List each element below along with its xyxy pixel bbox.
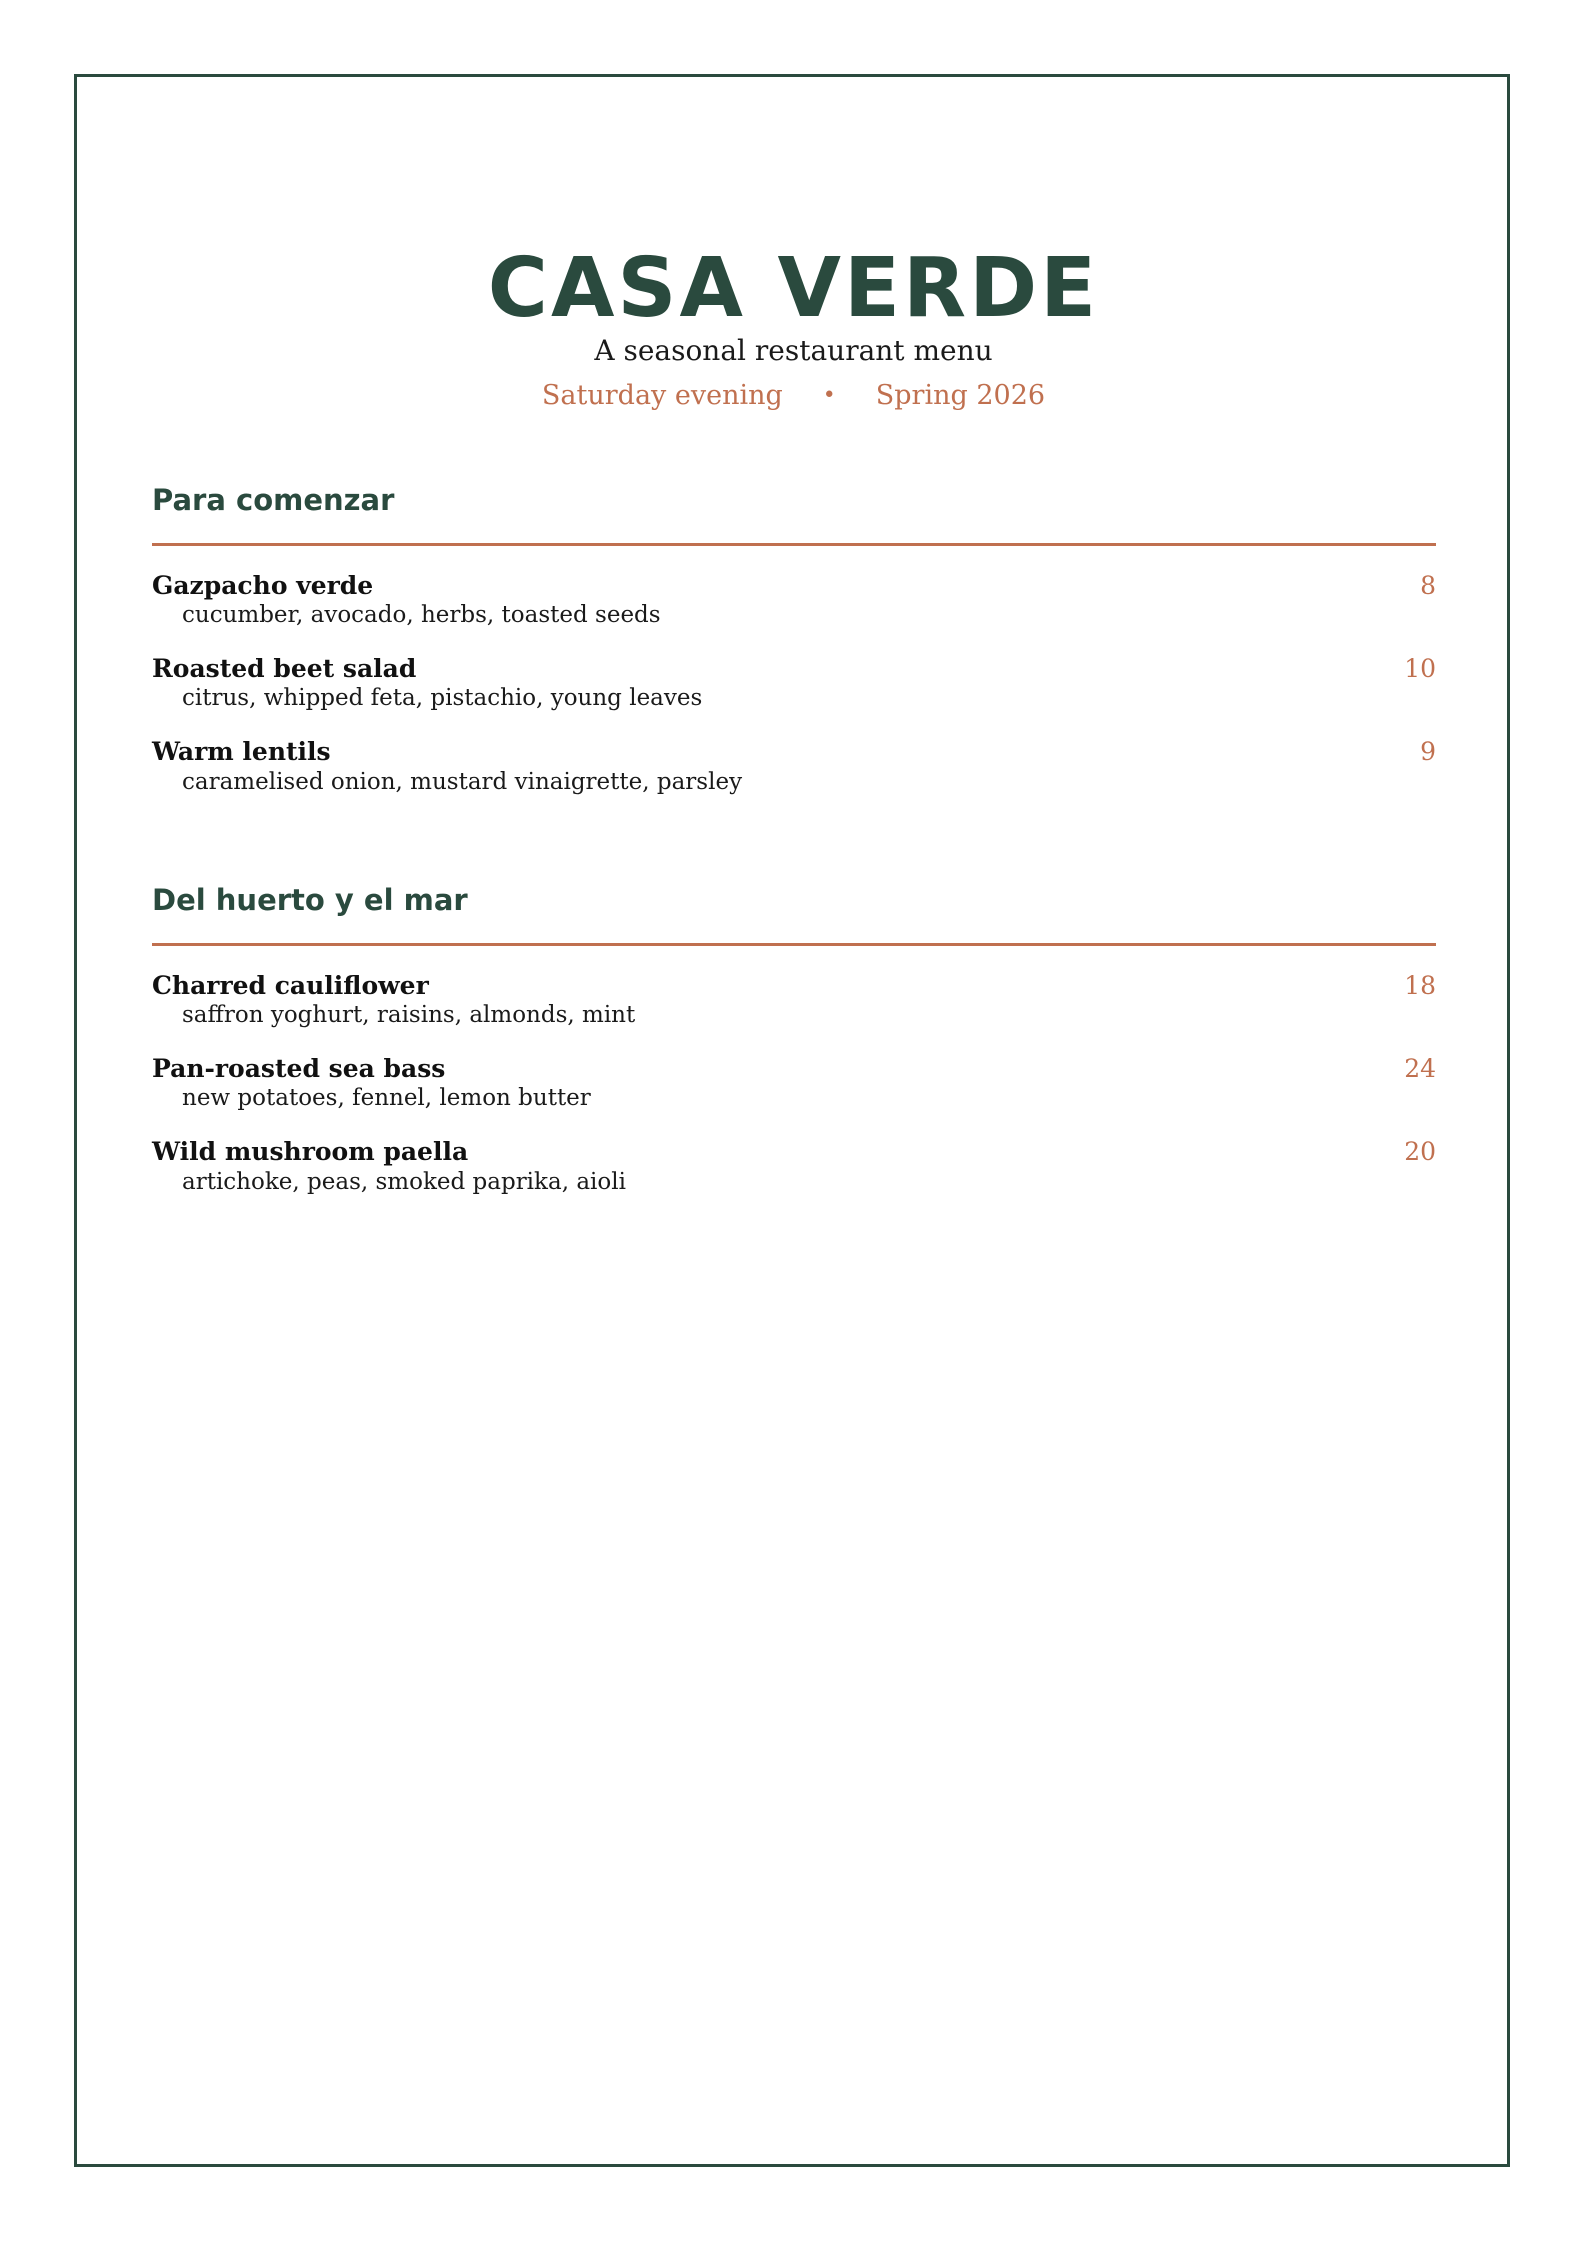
section-divider	[152, 543, 1436, 546]
menu-section-mains	[152, 883, 1436, 1197]
item-price: 9	[1420, 737, 1436, 767]
section-title: Para comenzar	[152, 483, 395, 517]
item-price: 18	[1404, 971, 1436, 1000]
item-name: Roasted beet salad	[152, 654, 417, 684]
menu-item	[152, 970, 1436, 1031]
item-name: Warm lentils	[152, 737, 331, 767]
item-description: citrus, whipped feta, pistachio, young leaves	[182, 685, 703, 712]
separator-dot: •	[822, 382, 836, 408]
item-description: new potatoes, fennel, lemon butter	[182, 1085, 591, 1112]
item-name: Charred cauliflower	[152, 971, 429, 1000]
section-title: Del huerto y el mar	[152, 883, 468, 917]
item-description: caramelised onion, mustard vinaigrette, parsley	[182, 768, 743, 795]
menu-header	[0, 241, 1587, 411]
item-name: Gazpacho verde	[152, 571, 374, 600]
menu-item	[152, 570, 1436, 631]
menu-section-starters	[152, 483, 1436, 797]
item-price: 8	[1420, 571, 1436, 600]
menu-item	[152, 736, 1436, 797]
occasion-label: Saturday evening	[541, 379, 783, 411]
menu-item	[152, 653, 1436, 714]
menu-subtitle: A seasonal restaurant menu	[594, 334, 993, 367]
item-name: Pan-roasted sea bass	[152, 1054, 446, 1084]
season-label: Spring 2026	[875, 379, 1046, 411]
item-price: 10	[1404, 654, 1436, 684]
item-description: cucumber, avocado, herbs, toasted seeds	[182, 602, 661, 629]
item-price: 20	[1404, 1137, 1436, 1167]
item-description: artichoke, peas, smoked paprika, aioli	[182, 1168, 626, 1195]
item-description: saffron yoghurt, raisins, almonds, mint	[182, 1002, 636, 1029]
restaurant-name: CASA VERDE	[487, 241, 1100, 336]
item-name: Wild mushroom paella	[152, 1137, 469, 1167]
menu-meta	[0, 381, 1587, 411]
menu-item	[152, 1136, 1436, 1197]
section-divider	[152, 943, 1436, 946]
menu-item	[152, 1053, 1436, 1114]
item-price: 24	[1404, 1054, 1436, 1084]
